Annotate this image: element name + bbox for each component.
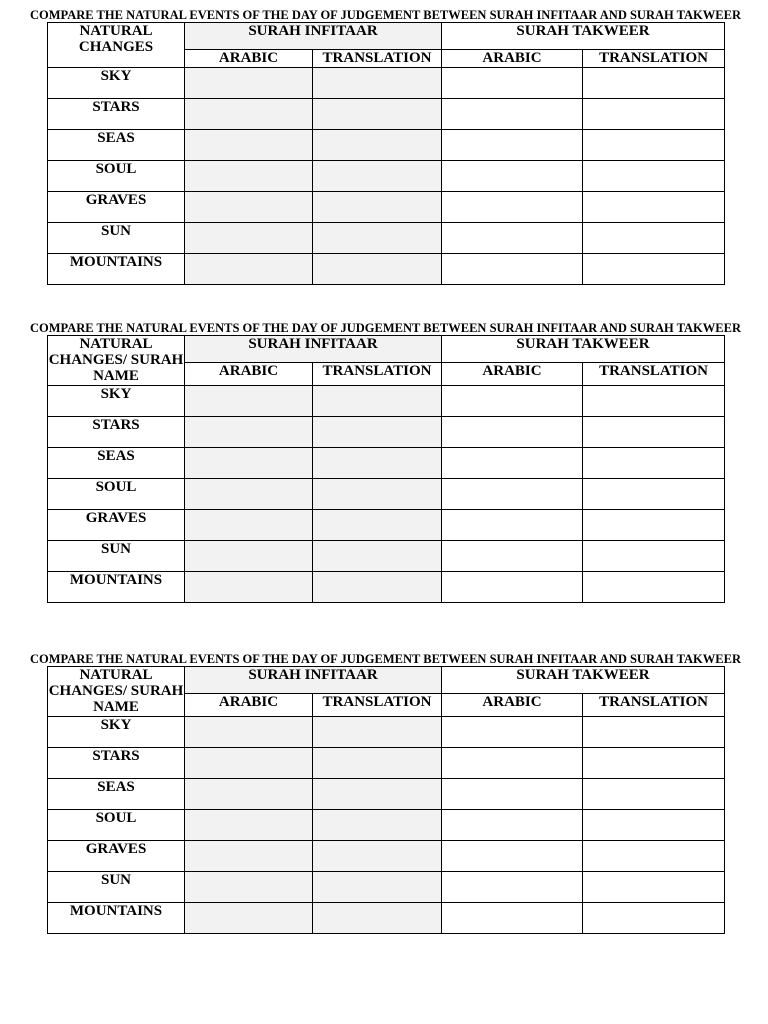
- takweer-arabic-cell[interactable]: [442, 448, 583, 479]
- infitaar-arabic-header: ARABIC: [185, 694, 313, 717]
- infitaar-arabic-cell[interactable]: [185, 841, 313, 872]
- row-label-graves: GRAVES: [48, 510, 185, 541]
- takweer-arabic-cell[interactable]: [442, 779, 583, 810]
- infitaar-translation-cell[interactable]: [313, 479, 442, 510]
- infitaar-translation-cell[interactable]: [313, 872, 442, 903]
- infitaar-arabic-cell[interactable]: [185, 541, 313, 572]
- table-row: [48, 192, 725, 223]
- infitaar-arabic-cell[interactable]: [185, 779, 313, 810]
- takweer-translation-cell[interactable]: [583, 130, 725, 161]
- takweer-arabic-cell[interactable]: [442, 192, 583, 223]
- infitaar-translation-cell[interactable]: [313, 68, 442, 99]
- infitaar-translation-cell[interactable]: [313, 130, 442, 161]
- takweer-translation-cell[interactable]: [583, 386, 725, 417]
- surah-infitaar-header: SURAH INFITAAR: [185, 667, 442, 694]
- takweer-arabic-cell[interactable]: [442, 748, 583, 779]
- table-row: [48, 841, 725, 872]
- row-label-mountains: MOUNTAINS: [48, 572, 185, 603]
- table-row: [48, 254, 725, 285]
- takweer-arabic-header: ARABIC: [442, 363, 583, 386]
- row-label-soul: SOUL: [48, 810, 185, 841]
- row-label-soul: SOUL: [48, 479, 185, 510]
- takweer-arabic-cell[interactable]: [442, 810, 583, 841]
- takweer-translation-cell[interactable]: [583, 841, 725, 872]
- row-label-soul: SOUL: [48, 161, 185, 192]
- infitaar-translation-cell[interactable]: [313, 810, 442, 841]
- row-label-sun: SUN: [48, 541, 185, 572]
- takweer-translation-cell[interactable]: [583, 572, 725, 603]
- worksheet-title: COMPARE THE NATURAL EVENTS OF THE DAY OF JUDGEMENT BETWEEN SURAH INFITAAR AND SURAH TAKWEER: [30, 321, 741, 335]
- takweer-arabic-cell[interactable]: [442, 68, 583, 99]
- infitaar-arabic-cell[interactable]: [185, 448, 313, 479]
- worksheet-2: [30, 321, 741, 603]
- worksheet-title: COMPARE THE NATURAL EVENTS OF THE DAY OF JUDGEMENT BETWEEN SURAH INFITAAR AND SURAH TAKWEER: [30, 652, 741, 666]
- infitaar-arabic-cell[interactable]: [185, 872, 313, 903]
- table-row: [48, 717, 725, 748]
- takweer-translation-cell[interactable]: [583, 161, 725, 192]
- infitaar-arabic-cell[interactable]: [185, 254, 313, 285]
- takweer-arabic-cell[interactable]: [442, 417, 583, 448]
- table-row: [48, 479, 725, 510]
- table-row: [48, 417, 725, 448]
- takweer-translation-cell[interactable]: [583, 541, 725, 572]
- takweer-arabic-cell[interactable]: [442, 541, 583, 572]
- table-row: [48, 779, 725, 810]
- row-label-sky: SKY: [48, 717, 185, 748]
- infitaar-translation-cell[interactable]: [313, 717, 442, 748]
- comparison-table: [47, 335, 725, 603]
- takweer-arabic-header: ARABIC: [442, 694, 583, 717]
- table-row: [48, 541, 725, 572]
- takweer-translation-cell[interactable]: [583, 810, 725, 841]
- infitaar-translation-cell[interactable]: [313, 223, 442, 254]
- worksheet-1: [30, 8, 741, 285]
- row-label-graves: GRAVES: [48, 841, 185, 872]
- takweer-translation-cell[interactable]: [583, 872, 725, 903]
- row-label-graves: GRAVES: [48, 192, 185, 223]
- surah-takweer-header: SURAH TAKWEER: [442, 336, 725, 363]
- takweer-translation-cell[interactable]: [583, 748, 725, 779]
- row-label-stars: STARS: [48, 417, 185, 448]
- takweer-translation-cell[interactable]: [583, 417, 725, 448]
- takweer-arabic-cell[interactable]: [442, 254, 583, 285]
- infitaar-translation-header: TRANSLATION: [313, 50, 442, 68]
- takweer-arabic-cell[interactable]: [442, 717, 583, 748]
- surah-takweer-header: SURAH TAKWEER: [442, 667, 725, 694]
- infitaar-translation-cell[interactable]: [313, 748, 442, 779]
- takweer-translation-cell[interactable]: [583, 479, 725, 510]
- infitaar-arabic-cell[interactable]: [185, 99, 313, 130]
- infitaar-translation-cell[interactable]: [313, 779, 442, 810]
- takweer-arabic-cell[interactable]: [442, 872, 583, 903]
- natural-changes-header: NATURAL CHANGES/ SURAH NAME: [48, 667, 184, 715]
- table-row: [48, 448, 725, 479]
- infitaar-arabic-header: ARABIC: [185, 363, 313, 386]
- row-label-mountains: MOUNTAINS: [48, 254, 185, 285]
- takweer-arabic-cell[interactable]: [442, 510, 583, 541]
- comparison-table: [47, 666, 725, 934]
- row-label-sky: SKY: [48, 68, 185, 99]
- surah-infitaar-header: SURAH INFITAAR: [185, 336, 442, 363]
- infitaar-translation-cell[interactable]: [313, 192, 442, 223]
- row-label-mountains: MOUNTAINS: [48, 903, 185, 934]
- takweer-translation-cell[interactable]: [583, 223, 725, 254]
- comparison-table: [47, 22, 725, 285]
- infitaar-translation-header: TRANSLATION: [313, 694, 442, 717]
- natural-changes-header: NATURAL CHANGES: [48, 23, 185, 68]
- infitaar-arabic-cell[interactable]: [185, 386, 313, 417]
- row-label-seas: SEAS: [48, 448, 185, 479]
- infitaar-translation-cell[interactable]: [313, 510, 442, 541]
- row-label-seas: SEAS: [48, 130, 185, 161]
- infitaar-arabic-cell[interactable]: [185, 417, 313, 448]
- infitaar-arabic-cell[interactable]: [185, 223, 313, 254]
- table-row: [48, 810, 725, 841]
- infitaar-arabic-cell[interactable]: [185, 68, 313, 99]
- row-label-stars: STARS: [48, 748, 185, 779]
- takweer-translation-cell[interactable]: [583, 510, 725, 541]
- takweer-arabic-header: ARABIC: [442, 50, 583, 68]
- takweer-translation-header: TRANSLATION: [583, 363, 725, 386]
- takweer-translation-header: TRANSLATION: [583, 50, 725, 68]
- table-row: [48, 748, 725, 779]
- takweer-arabic-cell[interactable]: [442, 386, 583, 417]
- row-label-stars: STARS: [48, 99, 185, 130]
- infitaar-translation-cell[interactable]: [313, 254, 442, 285]
- table-row: [48, 161, 725, 192]
- takweer-arabic-cell[interactable]: [442, 99, 583, 130]
- infitaar-arabic-cell[interactable]: [185, 510, 313, 541]
- takweer-translation-header: TRANSLATION: [583, 694, 725, 717]
- infitaar-arabic-cell[interactable]: [185, 479, 313, 510]
- worksheet-3: [30, 652, 741, 934]
- infitaar-arabic-cell[interactable]: [185, 903, 313, 934]
- takweer-translation-cell[interactable]: [583, 99, 725, 130]
- infitaar-translation-cell[interactable]: [313, 161, 442, 192]
- infitaar-translation-cell[interactable]: [313, 541, 442, 572]
- infitaar-translation-header: TRANSLATION: [313, 363, 442, 386]
- infitaar-arabic-cell[interactable]: [185, 572, 313, 603]
- infitaar-translation-cell[interactable]: [313, 572, 442, 603]
- table-row: [48, 68, 725, 99]
- infitaar-translation-cell[interactable]: [313, 417, 442, 448]
- takweer-arabic-cell[interactable]: [442, 479, 583, 510]
- infitaar-translation-cell[interactable]: [313, 448, 442, 479]
- infitaar-arabic-cell[interactable]: [185, 748, 313, 779]
- row-label-sun: SUN: [48, 872, 185, 903]
- row-label-sky: SKY: [48, 386, 185, 417]
- table-row: [48, 903, 725, 934]
- table-row: [48, 130, 725, 161]
- infitaar-arabic-header: ARABIC: [185, 50, 313, 68]
- table-row: [48, 572, 725, 603]
- takweer-arabic-cell[interactable]: [442, 223, 583, 254]
- takweer-translation-cell[interactable]: [583, 448, 725, 479]
- table-row: [48, 386, 725, 417]
- table-row: [48, 872, 725, 903]
- takweer-translation-cell[interactable]: [583, 68, 725, 99]
- infitaar-arabic-cell[interactable]: [185, 161, 313, 192]
- surah-takweer-header: SURAH TAKWEER: [442, 23, 725, 50]
- infitaar-translation-cell[interactable]: [313, 903, 442, 934]
- table-row: [48, 510, 725, 541]
- takweer-translation-cell[interactable]: [583, 254, 725, 285]
- row-label-sun: SUN: [48, 223, 185, 254]
- takweer-arabic-cell[interactable]: [442, 841, 583, 872]
- table-row: [48, 223, 725, 254]
- worksheet-title: COMPARE THE NATURAL EVENTS OF THE DAY OF JUDGEMENT BETWEEN SURAH INFITAAR AND SURAH TAKWEER: [30, 8, 741, 22]
- takweer-translation-cell[interactable]: [583, 903, 725, 934]
- row-label-seas: SEAS: [48, 779, 185, 810]
- infitaar-arabic-cell[interactable]: [185, 810, 313, 841]
- infitaar-arabic-cell[interactable]: [185, 717, 313, 748]
- takweer-translation-cell[interactable]: [583, 717, 725, 748]
- takweer-arabic-cell[interactable]: [442, 161, 583, 192]
- takweer-translation-cell[interactable]: [583, 779, 725, 810]
- natural-changes-header: NATURAL CHANGES/ SURAH NAME: [48, 336, 184, 384]
- infitaar-arabic-cell[interactable]: [185, 130, 313, 161]
- infitaar-translation-cell[interactable]: [313, 99, 442, 130]
- takweer-arabic-cell[interactable]: [442, 572, 583, 603]
- takweer-translation-cell[interactable]: [583, 192, 725, 223]
- table-row: [48, 99, 725, 130]
- takweer-arabic-cell[interactable]: [442, 130, 583, 161]
- takweer-arabic-cell[interactable]: [442, 903, 583, 934]
- infitaar-arabic-cell[interactable]: [185, 192, 313, 223]
- infitaar-translation-cell[interactable]: [313, 386, 442, 417]
- surah-infitaar-header: SURAH INFITAAR: [185, 23, 442, 50]
- infitaar-translation-cell[interactable]: [313, 841, 442, 872]
